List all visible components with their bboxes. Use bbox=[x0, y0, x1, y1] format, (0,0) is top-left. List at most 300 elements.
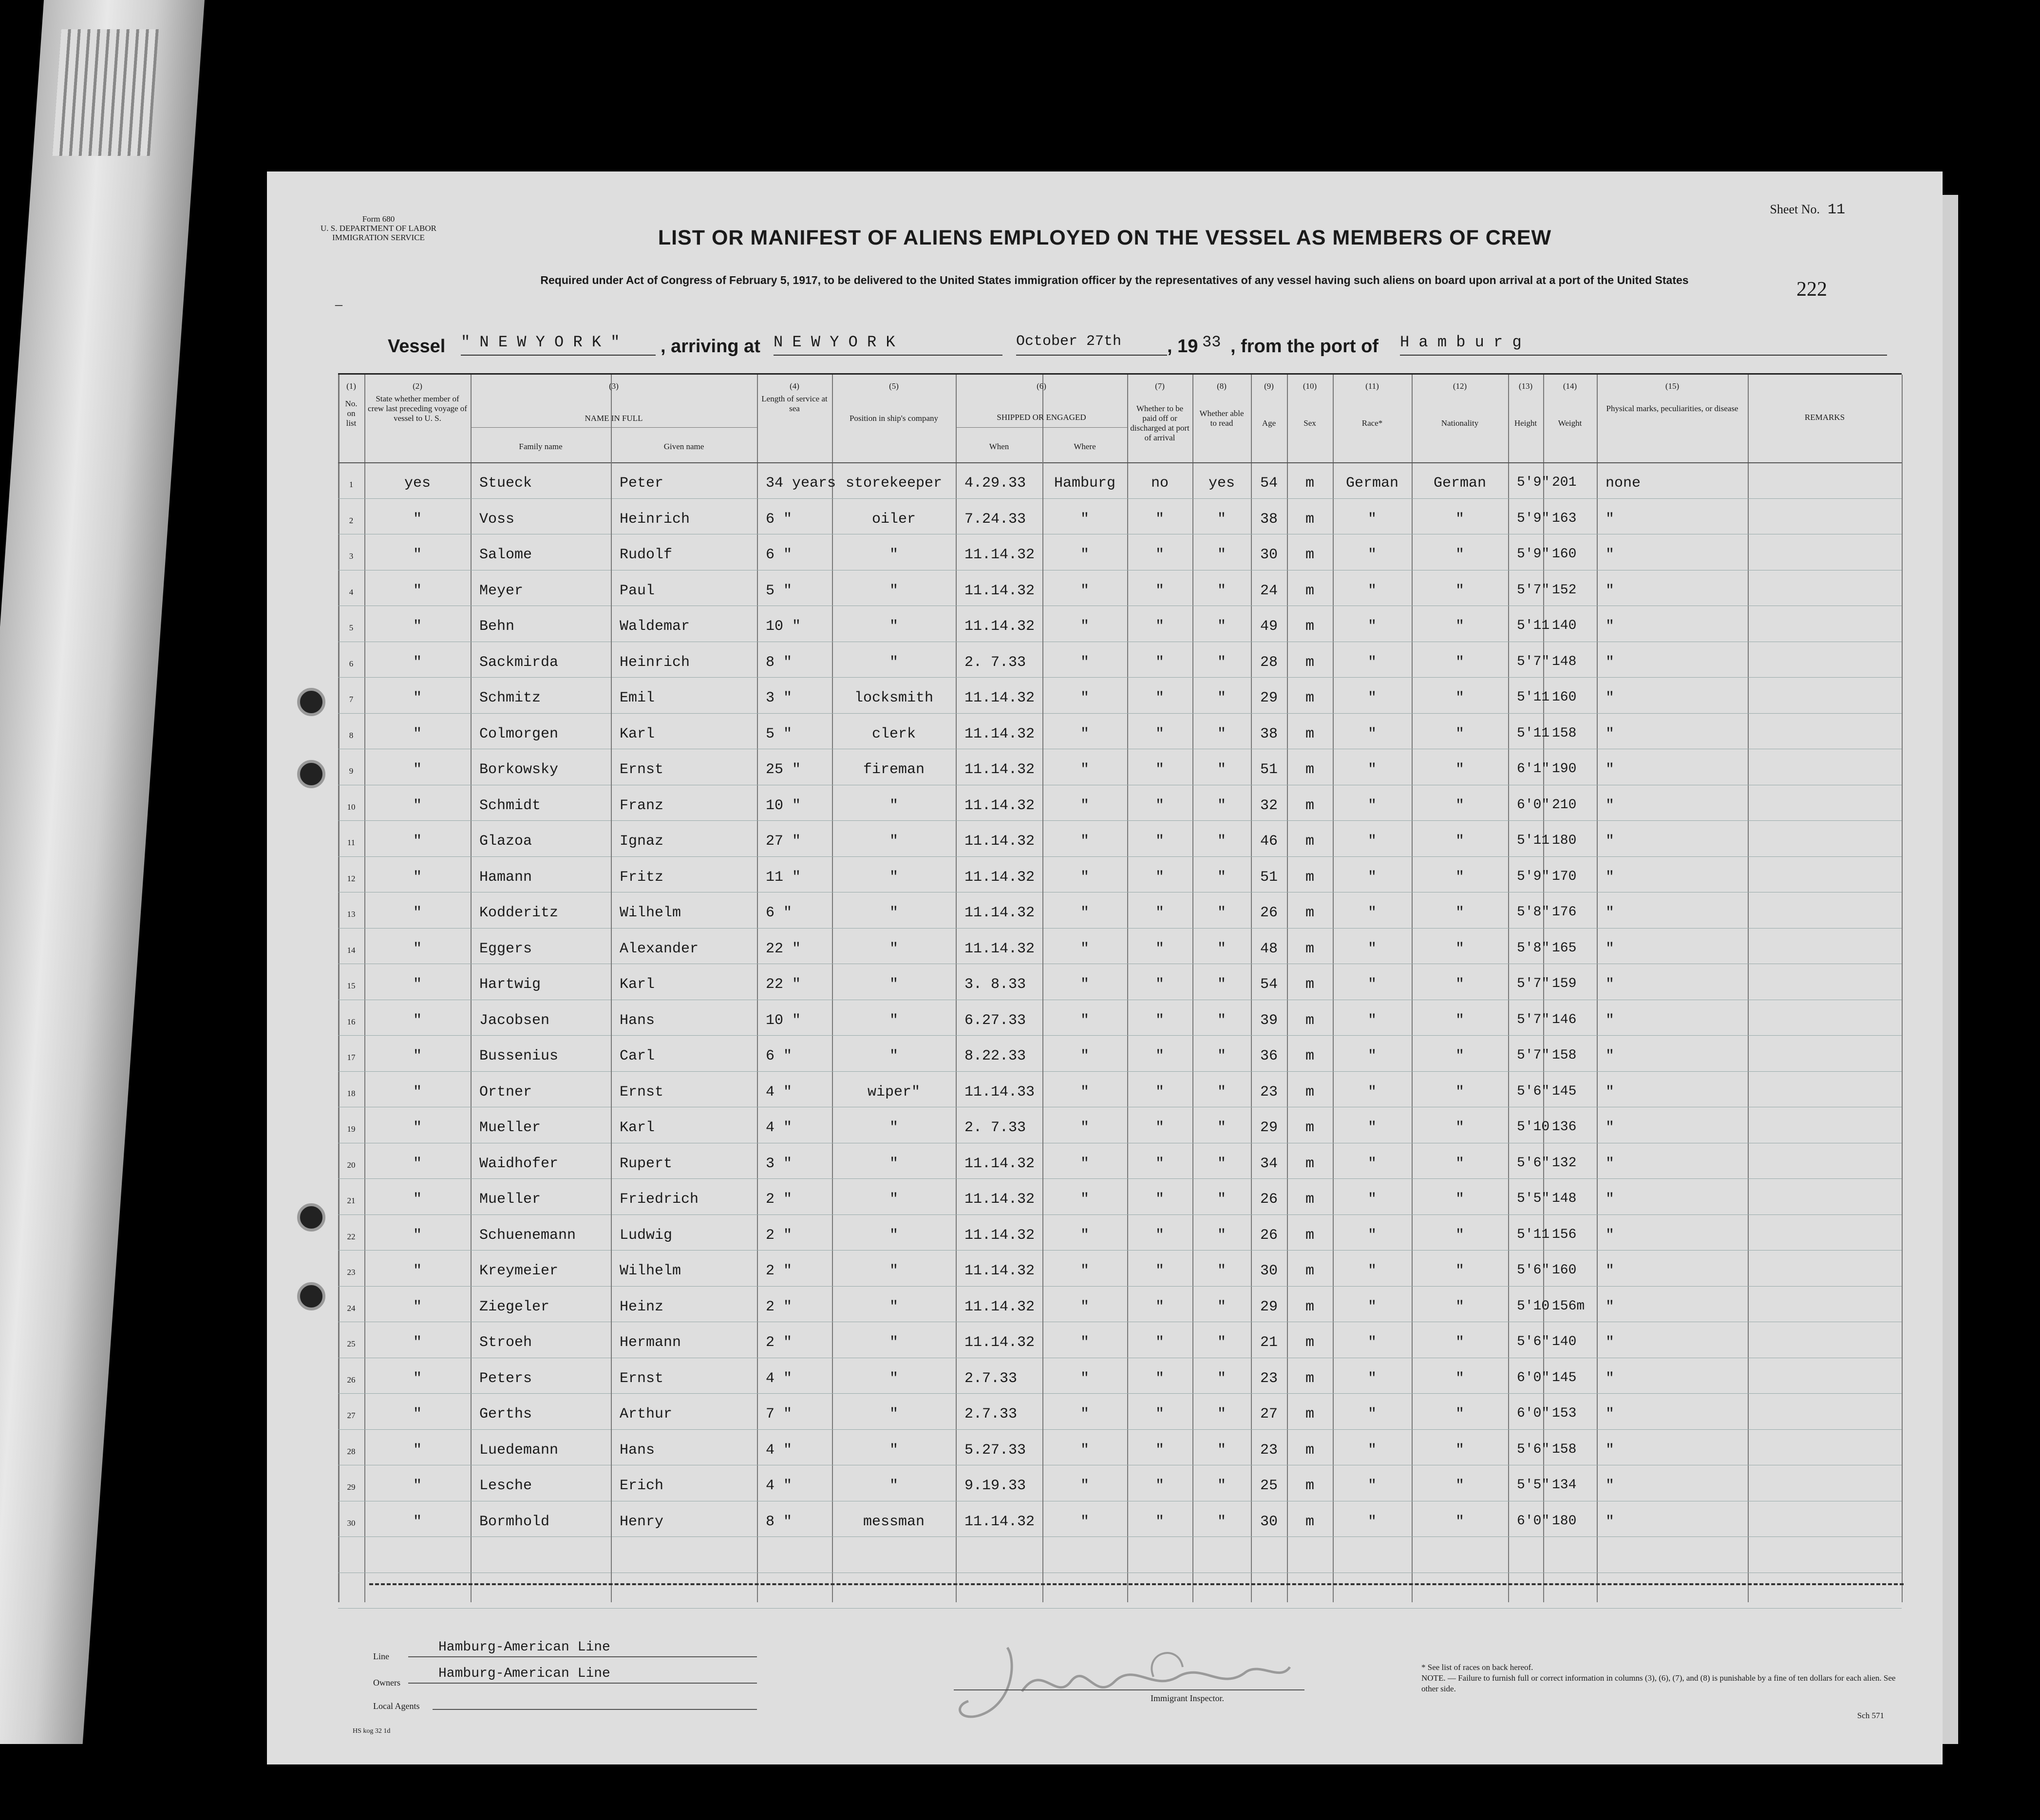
cell-paid-off: " bbox=[1155, 976, 1164, 993]
cell-given-name: Ernst bbox=[620, 1083, 664, 1100]
owners-label: Owners bbox=[373, 1678, 400, 1687]
cell-nationality: " bbox=[1455, 1191, 1464, 1208]
form-number: Form 680 bbox=[362, 214, 395, 224]
year-suffix: 33 bbox=[1202, 333, 1221, 351]
cell-weight: 210 bbox=[1552, 797, 1577, 813]
cell-shipped-where: " bbox=[1080, 905, 1089, 921]
row-rule bbox=[338, 677, 1902, 678]
cell-age: 26 bbox=[1260, 1227, 1278, 1244]
sheet-number bbox=[1770, 202, 1845, 218]
cell-shipped-when: 7.24.33 bbox=[964, 511, 1026, 528]
row-rule bbox=[338, 498, 1902, 499]
cell-weight: 160 bbox=[1552, 547, 1577, 562]
cell-height: 5'11 bbox=[1517, 725, 1550, 741]
cell-paid-off: " bbox=[1155, 1406, 1164, 1422]
cell-sex: m bbox=[1305, 976, 1314, 993]
cell-able-to-read: " bbox=[1217, 654, 1226, 671]
cell-shipped-where: " bbox=[1080, 797, 1089, 814]
cell-physical-marks: " bbox=[1606, 1263, 1615, 1279]
cell-able-to-read: " bbox=[1217, 976, 1226, 993]
cell-sex: m bbox=[1305, 690, 1314, 706]
cell-shipped-when: 3. 8.33 bbox=[964, 976, 1026, 993]
column-header-service-index: (4) bbox=[790, 381, 799, 391]
cell-sex: m bbox=[1305, 511, 1314, 528]
cell-race: " bbox=[1367, 1406, 1377, 1422]
cell-race: " bbox=[1367, 1155, 1377, 1172]
cell-sex: m bbox=[1305, 1191, 1314, 1208]
column-header-physical-marks: Physical marks, peculiarities, or disease bbox=[1606, 404, 1738, 413]
cell-race: " bbox=[1367, 1370, 1377, 1387]
cell-weight: 170 bbox=[1552, 869, 1577, 884]
header-subrule bbox=[956, 427, 1127, 428]
cell-nationality: " bbox=[1455, 869, 1464, 886]
cell-physical-marks: " bbox=[1606, 511, 1615, 528]
cell-previous-voyage: " bbox=[413, 690, 422, 706]
cell-nationality: " bbox=[1455, 547, 1464, 563]
cell-weight: 165 bbox=[1552, 940, 1577, 956]
cell-shipped-where: " bbox=[1080, 547, 1089, 563]
cell-race: " bbox=[1367, 725, 1377, 742]
column-header-race: Race* bbox=[1361, 418, 1383, 428]
cell-height: 5'6" bbox=[1517, 1334, 1550, 1349]
cell-able-to-read: " bbox=[1217, 1083, 1226, 1100]
cell-sex: m bbox=[1305, 1227, 1314, 1244]
cell-previous-voyage: " bbox=[413, 1478, 422, 1494]
column-header-number-index: (1) bbox=[346, 381, 356, 391]
cell-shipped-where: " bbox=[1080, 1441, 1089, 1459]
cell-sex: m bbox=[1305, 725, 1314, 742]
cell-nationality: " bbox=[1455, 1048, 1464, 1064]
cell-given-name: Paul bbox=[620, 582, 655, 599]
column-header-family-name: Family name bbox=[519, 442, 563, 451]
cell-age: 29 bbox=[1260, 690, 1278, 706]
cell-previous-voyage: " bbox=[413, 905, 422, 921]
cell-nationality: " bbox=[1455, 618, 1464, 635]
cell-shipped-where: " bbox=[1080, 1298, 1089, 1315]
cell-paid-off: " bbox=[1155, 833, 1164, 850]
cell-shipped-when: 2.7.33 bbox=[964, 1406, 1018, 1422]
cell-weight: 176 bbox=[1552, 905, 1577, 920]
cell-age: 51 bbox=[1260, 761, 1278, 778]
cell-shipped-when: 2. 7.33 bbox=[964, 1119, 1026, 1136]
table-row bbox=[338, 1119, 1902, 1139]
cell-able-to-read: " bbox=[1217, 547, 1226, 563]
cell-physical-marks: " bbox=[1606, 582, 1615, 599]
cell-physical-marks: none bbox=[1606, 475, 1641, 492]
cell-race: " bbox=[1367, 1012, 1377, 1029]
cell-weight: 136 bbox=[1552, 1119, 1577, 1135]
table-row bbox=[338, 1263, 1902, 1282]
table-row bbox=[338, 1012, 1902, 1032]
row-number: 6 bbox=[349, 659, 354, 668]
cell-nationality: " bbox=[1455, 1370, 1464, 1387]
cell-weight: 156 bbox=[1552, 1227, 1577, 1242]
cell-shipped-when: 9.19.33 bbox=[964, 1478, 1026, 1494]
cell-nationality: " bbox=[1455, 511, 1464, 528]
cell-length-of-service: 8 " bbox=[766, 654, 793, 671]
cell-given-name: Peter bbox=[620, 475, 664, 492]
cell-shipped-where: " bbox=[1080, 869, 1089, 886]
cell-race: " bbox=[1367, 690, 1377, 706]
cell-given-name: Rudolf bbox=[620, 547, 673, 563]
line-value: Hamburg-American Line bbox=[438, 1640, 610, 1655]
cell-shipped-when: 11.14.32 bbox=[964, 618, 1035, 635]
row-rule bbox=[338, 1250, 1902, 1251]
cell-physical-marks: " bbox=[1606, 654, 1615, 671]
cell-family-name: Schmitz bbox=[479, 690, 541, 706]
cell-length-of-service: 11 " bbox=[766, 869, 801, 886]
cell-age: 27 bbox=[1260, 1406, 1278, 1422]
cell-family-name: Mueller bbox=[479, 1191, 541, 1208]
column-header-position-index: (5) bbox=[889, 381, 899, 391]
cell-sex: m bbox=[1305, 797, 1314, 814]
cell-shipped-when: 2.7.33 bbox=[964, 1370, 1018, 1387]
cell-length-of-service: 8 " bbox=[766, 1513, 793, 1530]
cell-weight: 152 bbox=[1552, 582, 1577, 598]
cell-physical-marks: " bbox=[1606, 869, 1615, 886]
cell-height: 5'7" bbox=[1517, 582, 1550, 598]
cell-length-of-service: 25 " bbox=[766, 761, 801, 778]
cell-physical-marks: " bbox=[1606, 940, 1615, 957]
cell-shipped-where: " bbox=[1080, 1012, 1089, 1029]
cell-able-to-read: " bbox=[1217, 1048, 1226, 1064]
cell-shipped-where: Hamburg bbox=[1054, 475, 1116, 492]
cell-position: " bbox=[889, 1012, 898, 1029]
table-row bbox=[338, 654, 1902, 674]
cell-family-name: Glazoa bbox=[479, 833, 532, 850]
row-number: 13 bbox=[347, 910, 356, 919]
row-number: 17 bbox=[347, 1053, 356, 1062]
line-underline bbox=[408, 1656, 757, 1657]
cell-nationality: " bbox=[1455, 1441, 1464, 1459]
cell-paid-off: " bbox=[1155, 547, 1164, 563]
row-number: 26 bbox=[347, 1375, 356, 1384]
column-header-given-name: Given name bbox=[663, 442, 704, 451]
column-header-read-index: (8) bbox=[1217, 381, 1227, 391]
cell-age: 23 bbox=[1260, 1441, 1278, 1459]
cell-previous-voyage: " bbox=[413, 1012, 422, 1029]
row-number: 20 bbox=[347, 1160, 356, 1170]
cell-position: wiper" bbox=[867, 1083, 921, 1100]
cell-able-to-read: " bbox=[1217, 940, 1226, 957]
row-number: 14 bbox=[347, 945, 356, 955]
table-row bbox=[338, 618, 1902, 638]
cell-height: 5'11 bbox=[1517, 618, 1550, 633]
cell-sex: m bbox=[1305, 905, 1314, 921]
punch-hole bbox=[297, 1203, 325, 1232]
cell-race: " bbox=[1367, 1513, 1377, 1530]
cell-nationality: " bbox=[1455, 833, 1464, 850]
local-agents-label: Local Agents bbox=[373, 1701, 420, 1711]
cell-position: " bbox=[889, 1155, 898, 1172]
cell-able-to-read: " bbox=[1217, 905, 1226, 921]
row-rule bbox=[338, 928, 1902, 929]
cell-family-name: Peters bbox=[479, 1370, 532, 1387]
cell-length-of-service: 4 " bbox=[766, 1441, 793, 1459]
cell-previous-voyage: " bbox=[413, 1513, 422, 1530]
cell-length-of-service: 2 " bbox=[766, 1263, 793, 1279]
row-rule bbox=[338, 1035, 1902, 1036]
cell-previous-voyage: " bbox=[413, 618, 422, 635]
cell-paid-off: " bbox=[1155, 1227, 1164, 1244]
cell-length-of-service: 6 " bbox=[766, 1048, 793, 1064]
cell-race: German bbox=[1345, 475, 1399, 492]
column-header-nationality: Nationality bbox=[1441, 418, 1479, 428]
sheet-number-value: 11 bbox=[1827, 202, 1845, 218]
row-rule bbox=[338, 1536, 1902, 1537]
cell-paid-off: " bbox=[1155, 1513, 1164, 1530]
cell-family-name: Colmorgen bbox=[479, 725, 559, 742]
row-number: 9 bbox=[349, 766, 354, 776]
column-header-age: Age bbox=[1262, 418, 1276, 428]
cell-physical-marks: " bbox=[1606, 1119, 1615, 1136]
cell-family-name: Hartwig bbox=[479, 976, 541, 993]
cell-weight: 190 bbox=[1552, 761, 1577, 777]
cell-family-name: Meyer bbox=[479, 582, 524, 599]
cell-paid-off: " bbox=[1155, 1370, 1164, 1387]
cell-sex: m bbox=[1305, 618, 1314, 635]
cell-age: 32 bbox=[1260, 797, 1278, 814]
cell-able-to-read: " bbox=[1217, 761, 1226, 778]
cell-position: locksmith bbox=[854, 690, 934, 706]
cell-physical-marks: " bbox=[1606, 761, 1615, 778]
column-header-height-index: (13) bbox=[1518, 381, 1533, 391]
cell-able-to-read: " bbox=[1217, 690, 1226, 706]
cell-sex: m bbox=[1305, 547, 1314, 563]
department-name: U. S. DEPARTMENT OF LABOR bbox=[321, 224, 436, 233]
cell-able-to-read: " bbox=[1217, 869, 1226, 886]
cell-sex: m bbox=[1305, 1370, 1314, 1387]
cell-height: 5'9" bbox=[1517, 869, 1550, 884]
cell-race: " bbox=[1367, 547, 1377, 563]
cell-weight: 145 bbox=[1552, 1370, 1577, 1385]
cell-given-name: Franz bbox=[620, 797, 664, 814]
cell-shipped-when: 11.14.32 bbox=[964, 761, 1035, 778]
column-header-age-index: (9) bbox=[1264, 381, 1274, 391]
cell-family-name: Lesche bbox=[479, 1478, 532, 1494]
cell-family-name: Voss bbox=[479, 511, 515, 528]
print-code: HS kog 32 1d bbox=[353, 1727, 391, 1735]
cell-sex: m bbox=[1305, 1441, 1314, 1459]
cell-shipped-where: " bbox=[1080, 725, 1089, 742]
cell-shipped-where: " bbox=[1080, 1191, 1089, 1208]
cell-previous-voyage: " bbox=[413, 1227, 422, 1244]
cell-nationality: " bbox=[1455, 797, 1464, 814]
cell-shipped-when: 11.14.32 bbox=[964, 725, 1035, 742]
cell-race: " bbox=[1367, 582, 1377, 599]
punch-hole bbox=[297, 688, 325, 716]
column-header-previous-voyage: State whether member of crew last preceding voyage of vessel to U. S. bbox=[368, 394, 467, 423]
header-bottom-rule bbox=[338, 462, 1902, 463]
cell-family-name: Schuenemann bbox=[479, 1227, 576, 1244]
cell-sex: m bbox=[1305, 1012, 1314, 1029]
cell-previous-voyage: " bbox=[413, 1048, 422, 1064]
punch-hole bbox=[297, 1282, 325, 1310]
cell-given-name: Ignaz bbox=[620, 833, 664, 850]
cell-shipped-when: 11.14.32 bbox=[964, 1334, 1035, 1351]
cell-physical-marks: " bbox=[1606, 797, 1615, 814]
cell-sex: m bbox=[1305, 654, 1314, 671]
cell-shipped-where: " bbox=[1080, 690, 1089, 706]
table-row bbox=[338, 976, 1902, 996]
cell-shipped-where: " bbox=[1080, 618, 1089, 635]
cell-race: " bbox=[1367, 797, 1377, 814]
column-header-name: NAME IN FULL bbox=[585, 414, 643, 423]
cell-shipped-where: " bbox=[1080, 976, 1089, 993]
table-row bbox=[338, 1514, 1902, 1533]
column-header-where: Where bbox=[1074, 442, 1096, 451]
cell-previous-voyage: " bbox=[413, 582, 422, 599]
cell-sex: m bbox=[1305, 1513, 1314, 1530]
cell-weight: 158 bbox=[1552, 725, 1577, 741]
row-rule bbox=[338, 1178, 1902, 1179]
row-rule bbox=[338, 1286, 1902, 1287]
cell-given-name: Friedrich bbox=[620, 1191, 699, 1208]
cell-length-of-service: 7 " bbox=[766, 1406, 793, 1422]
cell-sex: m bbox=[1305, 940, 1314, 957]
table-row bbox=[338, 1334, 1902, 1354]
cell-nationality: " bbox=[1455, 1227, 1464, 1244]
vessel-line bbox=[388, 333, 1888, 361]
cell-weight: 159 bbox=[1552, 976, 1577, 991]
row-number: 27 bbox=[347, 1411, 356, 1420]
cell-shipped-where: " bbox=[1080, 654, 1089, 671]
cell-age: 28 bbox=[1260, 654, 1278, 671]
table-row bbox=[338, 726, 1902, 745]
cell-height: 5'5" bbox=[1517, 1478, 1550, 1493]
column-header-service: Length of service at sea bbox=[761, 394, 828, 413]
cell-paid-off: " bbox=[1155, 1083, 1164, 1100]
cell-given-name: Waldemar bbox=[620, 618, 690, 635]
cell-weight: 163 bbox=[1552, 511, 1577, 526]
cell-physical-marks: " bbox=[1606, 1048, 1615, 1064]
cell-weight: 180 bbox=[1552, 1513, 1577, 1529]
cell-previous-voyage: " bbox=[413, 940, 422, 957]
row-number: 21 bbox=[347, 1196, 356, 1205]
cell-length-of-service: 6 " bbox=[766, 547, 793, 563]
table-row bbox=[338, 511, 1902, 531]
cell-shipped-where: " bbox=[1080, 1083, 1089, 1100]
row-number: 25 bbox=[347, 1339, 356, 1348]
cell-nationality: " bbox=[1455, 905, 1464, 921]
cell-given-name: Ernst bbox=[620, 761, 664, 778]
cell-sex: m bbox=[1305, 1478, 1314, 1494]
cell-position: " bbox=[889, 1263, 898, 1279]
cell-given-name: Emil bbox=[620, 690, 655, 706]
cell-previous-voyage: " bbox=[413, 1441, 422, 1459]
cell-physical-marks: " bbox=[1606, 547, 1615, 563]
cell-paid-off: " bbox=[1155, 1263, 1164, 1279]
row-number: 10 bbox=[347, 802, 356, 812]
crew-table bbox=[338, 373, 1902, 1602]
cell-previous-voyage: " bbox=[413, 833, 422, 850]
cell-position: " bbox=[889, 1227, 898, 1244]
cell-height: 5'8" bbox=[1517, 940, 1550, 956]
cell-shipped-when: 11.14.32 bbox=[964, 833, 1035, 850]
cell-age: 30 bbox=[1260, 1513, 1278, 1530]
cell-position: " bbox=[889, 1478, 898, 1494]
table-row bbox=[338, 1084, 1902, 1103]
cell-race: " bbox=[1367, 1441, 1377, 1459]
cell-shipped-when: 4.29.33 bbox=[964, 475, 1026, 492]
cell-length-of-service: 22 " bbox=[766, 976, 801, 993]
cell-physical-marks: " bbox=[1606, 1155, 1615, 1172]
cell-height: 5'11 bbox=[1517, 690, 1550, 705]
cell-race: " bbox=[1367, 869, 1377, 886]
cell-paid-off: " bbox=[1155, 1155, 1164, 1172]
cell-able-to-read: " bbox=[1217, 1155, 1226, 1172]
cell-position: " bbox=[889, 1370, 898, 1387]
column-header-paid-off: Whether to be paid off or discharged at port of arrival bbox=[1130, 404, 1190, 442]
cell-paid-off: " bbox=[1155, 905, 1164, 921]
table-row bbox=[338, 1156, 1902, 1175]
cell-race: " bbox=[1367, 905, 1377, 921]
cell-paid-off: " bbox=[1155, 1119, 1164, 1136]
cell-shipped-when: 11.14.32 bbox=[964, 940, 1035, 957]
cell-nationality: " bbox=[1455, 1012, 1464, 1029]
cell-sex: m bbox=[1305, 761, 1314, 778]
cell-height: 6'1" bbox=[1517, 761, 1550, 777]
cell-race: " bbox=[1367, 1334, 1377, 1351]
cell-paid-off: " bbox=[1155, 1191, 1164, 1208]
table-row bbox=[338, 547, 1902, 566]
column-header-read: Whether able to read bbox=[1199, 409, 1244, 428]
cell-weight: 140 bbox=[1552, 1334, 1577, 1349]
year-prefix: , 19 bbox=[1167, 336, 1198, 357]
row-rule bbox=[338, 856, 1902, 857]
cell-age: 34 bbox=[1260, 1155, 1278, 1172]
cell-age: 49 bbox=[1260, 618, 1278, 635]
row-number: 3 bbox=[349, 551, 354, 561]
cell-physical-marks: " bbox=[1606, 1012, 1615, 1029]
cell-age: 36 bbox=[1260, 1048, 1278, 1064]
cell-position: " bbox=[889, 940, 898, 957]
cell-position: " bbox=[889, 618, 898, 635]
cell-length-of-service: 6 " bbox=[766, 905, 793, 921]
cell-given-name: Rupert bbox=[620, 1155, 673, 1172]
cell-age: 38 bbox=[1260, 725, 1278, 742]
cell-paid-off: " bbox=[1155, 1478, 1164, 1494]
inspector-signature bbox=[949, 1633, 1319, 1730]
cell-position: " bbox=[889, 869, 898, 886]
row-number: 19 bbox=[347, 1124, 356, 1134]
service-name: IMMIGRATION SERVICE bbox=[332, 233, 425, 242]
cell-nationality: " bbox=[1455, 690, 1464, 706]
cell-given-name: Heinrich bbox=[620, 654, 690, 671]
cell-height: 5'10 bbox=[1517, 1298, 1550, 1314]
row-rule bbox=[338, 1071, 1902, 1072]
cell-able-to-read: " bbox=[1217, 1191, 1226, 1208]
column-divider bbox=[1902, 375, 1903, 1602]
vessel-name: " N E W Y O R K " bbox=[461, 333, 656, 356]
cell-able-to-read: " bbox=[1217, 1298, 1226, 1315]
cell-able-to-read: " bbox=[1217, 618, 1226, 635]
cell-paid-off: no bbox=[1151, 475, 1169, 492]
cell-family-name: Schmidt bbox=[479, 797, 541, 814]
column-header-physical-marks-index: (15) bbox=[1665, 381, 1680, 391]
row-rule bbox=[338, 713, 1902, 714]
cell-height: 5'7" bbox=[1517, 976, 1550, 991]
cell-able-to-read: " bbox=[1217, 1227, 1226, 1244]
cell-family-name: Luedemann bbox=[479, 1441, 559, 1459]
cell-shipped-when: 11.14.32 bbox=[964, 547, 1035, 563]
cell-able-to-read: " bbox=[1217, 1263, 1226, 1279]
owners-value: Hamburg-American Line bbox=[438, 1666, 610, 1681]
cell-family-name: Waidhofer bbox=[479, 1155, 559, 1172]
cell-length-of-service: 2 " bbox=[766, 1334, 793, 1351]
table-row bbox=[338, 1370, 1902, 1390]
row-rule bbox=[338, 1429, 1902, 1430]
